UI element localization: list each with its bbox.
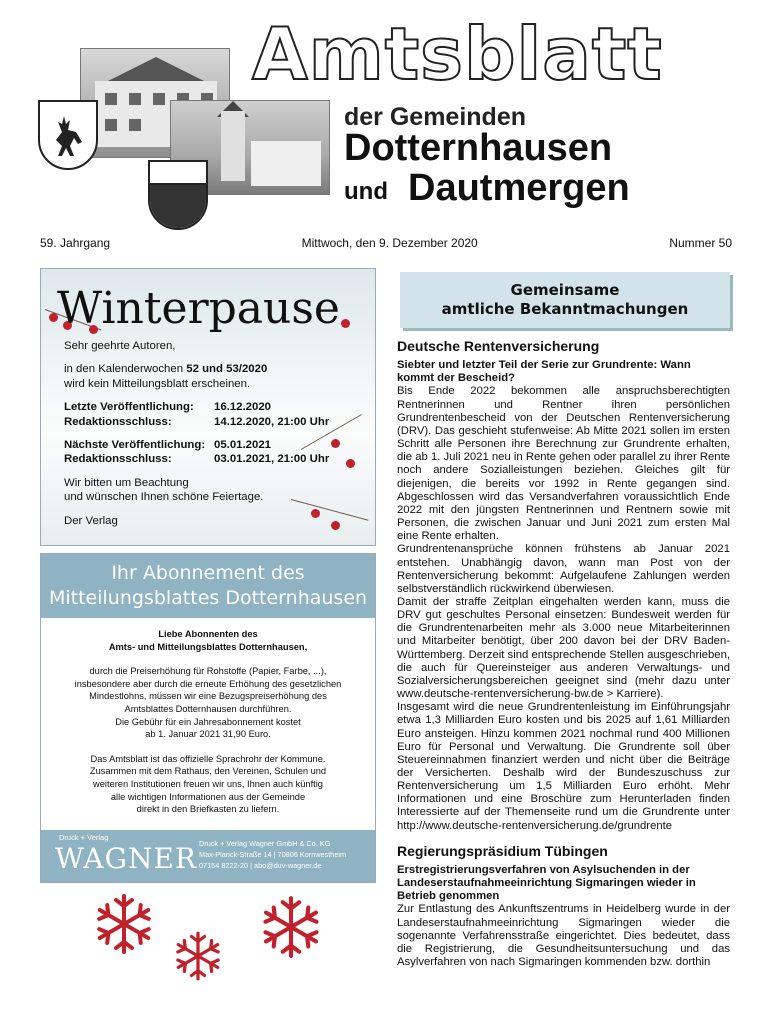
berry-icon [341, 319, 350, 328]
publisher-logo: WAGNER [55, 842, 197, 875]
abonnement-body: Liebe Abonnenten des Amts- und Mitteilungsblattes Dotternhausen, durch die Preiserhöhung für Rohstoffe (Papier, Farbe, ...), insbesondere aber durch die erneute Erhöhung des gesetzlichen Mindestlohns, müssen wir eine Bezugspreiserhöhung des Amtsblattes Dotternhausen durchführen. Die Gebühr für ein Jahresabonnement kostet ab 1. Januar 2021 31,90 Euro. Das Amtsblatt ist das offizielle Sprachrohr der Kommune. Zusammen mit dem Rathaus, den Vereinen, Schulen und weiteren Institutionen freuen wir uns, Ihnen auch künftig alle wichtigen Informationen aus der Gemeinde direkt in den Briefkasten zu liefern. [74, 629, 342, 815]
letzte-row: Letzte Veröffentlichung: 16.12.2020 [64, 401, 272, 414]
article-1-paragraph: Insgesamt wird die neue Grundrentenleistung im Einführungsjahr etwa 1,3 Milliarden Euro kosten und bis 2025 auf 1,61 Milliarden Euro ansteigen. Hinzu kommen 2021 nochmal rund 400 Millionen Euro für Personal und Verwaltung. Die Grundrente soll über Steuereinnahmen finanziert werden und nicht über die Beiträge der Versicherten. Deshalb wird der Bundeszuschuss zur Rentenversicherung um 1,5 Milliarden Euro erhöht. Mehr Informationen und eine Broschüre zum Herunterladen finden Interessierte auf der Themenseite rund um die Grundrente unter http://www.deutsche-rentenversicherung.de/grundrente [397, 701, 730, 832]
article-1-paragraph: Bis Ende 2022 bekommen alle anspruchsberechtigten Rentnerinnen und Rentner ihren persönlichen Grundrentenbescheid von der Deutschen Rentenversicherung (DRV). Das geschieht stufenweise: Ab Mitte 2021 sollen im ersten Schritt alle Personen ihre Berechnung zur Grundrente erhalten, die ab 1. Juli 2021 neu in Rente gehen oder parallel zu ihrer Rente noch andere Sozialleistungen beziehen. Gleiches gilt für diejenigen, die bereits vor 1992 in Rente gegangen sind. Abgeschlossen wird das Versandverfahren voraussichtlich Ende 2022 mit den jüngsten Rentnerinnen und Rentnern sowie mit Personen, die zwischen Januar und Juni 2021 zum ersten Mal eine Rente erhalten. [397, 385, 730, 543]
abonnement-box [40, 553, 376, 883]
redaktion-row-1: Redaktionsschluss: 14.12.2020, 21:00 Uhr [64, 415, 330, 428]
right-column [397, 340, 730, 969]
signature: Der Verlag [64, 514, 118, 527]
issue-date: Mittwoch, den 9. Dezember 2020 [301, 236, 478, 250]
masthead-subtitle-3: Dautmergen [408, 167, 630, 209]
abonnement-heading: Ihr Abonnement des Mitteilungsblattes Dotternhausen [41, 554, 375, 618]
closing: Wir bitten um Beachtung und wünschen Ihnen schöne Feiertage. [64, 476, 264, 504]
snowflake-icon [258, 894, 324, 960]
coat-of-arms-lion-icon [148, 160, 208, 230]
publisher-contact: Druck + Verlag Wagner GmbH & Co. KG Max-Planck-Straße 14 | 70806 Kornwestheim 07154 8222-20 | abo@duv-wagner.de [199, 839, 347, 870]
winterpause-box [40, 268, 376, 546]
naechste-row: Nächste Veröffentlichung: 05.01.2021 [64, 439, 272, 452]
winterpause-text [64, 339, 364, 537]
publisher-tagline: Druck + Verlag [59, 833, 109, 842]
coat-of-arms-stag-icon [38, 100, 98, 170]
publisher-footer [41, 830, 375, 882]
masthead-title: Amtsblatt [252, 12, 663, 96]
redaktion-row-2: Redaktionsschluss: 03.01.2021, 21:00 Uhr [64, 453, 330, 466]
issue-info-line [40, 236, 732, 250]
issue-number: Nummer 50 [669, 236, 732, 250]
article-1-subheading: Siebter und letzter Teil der Serie zur Grundrente: Wann kommt der Bescheid? [397, 359, 691, 385]
article-1-heading: Deutsche Rentenversicherung [397, 338, 600, 354]
masthead-subtitle-und: und [344, 178, 388, 205]
article-2-paragraph: Zur Entlastung des Ankunftszentrums in Heidelberg wurde in der Landeserstaufnahmeeinrichtung Sigmaringen wieder die sogenannte Verfahrensstraße eingerichtet. Dies bedeutet, dass die Registrierung, die Gesundheitsuntersuchung und das Asylverfahren von nach Sigmaringen kommenden bzw. dorthin [397, 903, 730, 969]
snowflake-icon [92, 892, 156, 956]
article-2-subheading: Erstregistrierungsverfahren von Asylsuchenden in der Landeserstaufnahmeeinrichtung Sigmaringen wieder in Betrieb genommen [397, 863, 696, 903]
article-2-heading: Regierungspräsidium Tübingen [397, 842, 608, 859]
masthead-subtitle-2: Dotternhausen [344, 127, 613, 169]
bekanntmachungen-banner: Gemeinsame amtliche Bekanntmachungen [400, 272, 730, 328]
snowflake-icon [172, 930, 224, 982]
greeting: Sehr geehrte Autoren, [64, 340, 176, 352]
article-1-paragraph: Grundrentenansprüche können frühstens ab Januar 2021 entstehen. Unabhängig davon, wann man Post von der Rentenversicherung bekommt: Aufgelaufene Zahlungen werden selbstverständlich rückwirkend überwiesen. [397, 543, 730, 595]
winterpause-title: Winterpause [57, 283, 340, 334]
jahrgang: 59. Jahrgang [40, 236, 111, 250]
notice-paragraph: in den Kalenderwochen 52 und 53/2020 wird kein Mitteilungsblatt erscheinen. [64, 363, 268, 390]
masthead-subtitle-1: der Gemeinden [344, 103, 526, 131]
article-1-paragraph: Damit der straffe Zeitplan eingehalten werden kann, muss die DRV gut geschultes Personal einsetzen: Bundesweit werden für die Grundrentenarbeiten mehr als 3.000 neue Mitarbeiterinnen und Mitarbeiter benötigt, über 200 davon bei der DRV Baden-Württemberg. Derzeit sind entsprechende Stellen ausgeschrieben, die auch für Quereinsteiger aus anderen Verwaltungs- und Sozialversicherungsbereichen geeignet sind (mehr dazu unter www.deutsche-rentenversicherung-bw.de > Karriere). [397, 595, 730, 701]
